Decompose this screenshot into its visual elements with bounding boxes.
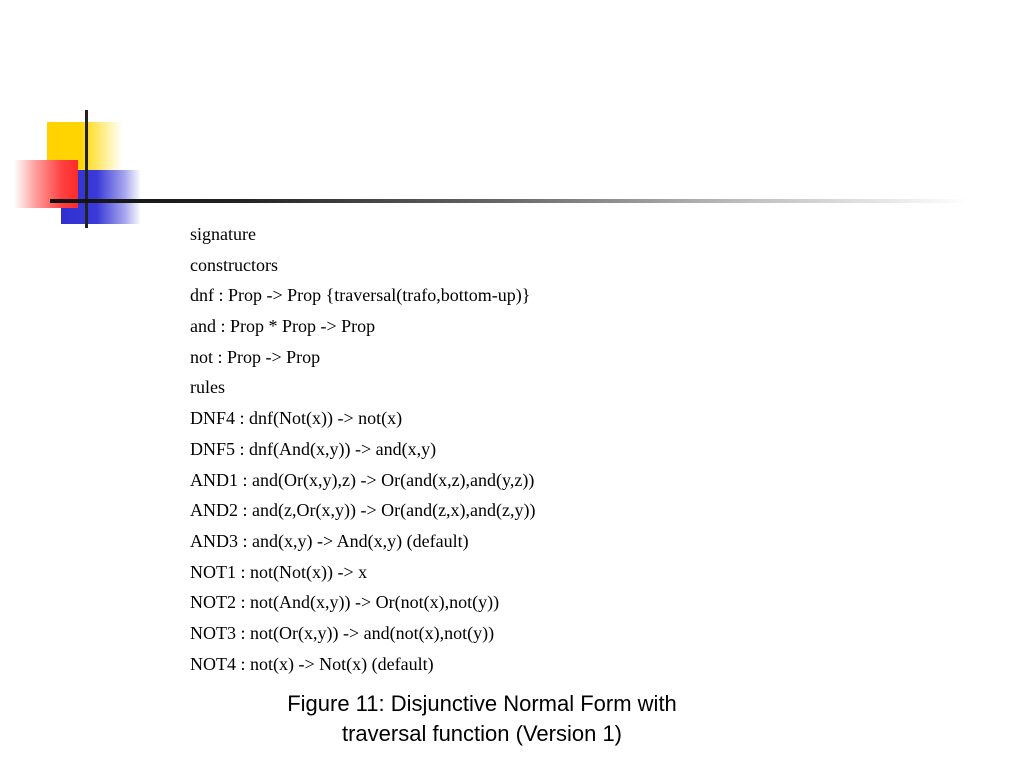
code-line: DNF4 : dnf(Not(x)) -> not(x)	[190, 408, 403, 429]
code-line: NOT2 : not(And(x,y)) -> Or(not(x),not(y))	[190, 592, 500, 613]
code-line: AND1 : and(Or(x,y),z) -> Or(and(x,z),and(y,z))	[190, 469, 535, 490]
code-line: NOT4 : not(x) -> Not(x) (default)	[190, 653, 434, 674]
code-line: NOT1 : not(Not(x)) -> x	[190, 561, 368, 582]
code-line: AND2 : and(z,Or(x,y)) -> Or(and(z,x),and(z,y))	[190, 500, 536, 521]
code-line: and : Prop * Prop -> Prop	[190, 316, 376, 337]
caption-line-2: traversal function (Version 1)	[341, 721, 623, 746]
code-line: NOT3 : not(Or(x,y)) -> and(not(x),not(y))	[190, 622, 495, 643]
code-listing	[190, 221, 890, 681]
code-line: rules	[190, 377, 225, 398]
code-line: constructors	[190, 254, 278, 275]
decorative-vertical-line	[85, 110, 88, 228]
code-line: DNF5 : dnf(And(x,y)) -> and(x,y)	[190, 438, 437, 459]
code-line: not : Prop -> Prop	[190, 346, 321, 367]
caption-line-1: Figure 11: Disjunctive Normal Form with	[287, 691, 677, 716]
code-line: signature	[190, 224, 256, 244]
code-line: AND3 : and(x,y) -> And(x,y) (default)	[190, 530, 469, 551]
title-divider-line	[50, 199, 970, 203]
code-line: dnf : Prop -> Prop {traversal(trafo,bottom-up)}	[190, 285, 531, 306]
figure-caption	[212, 689, 752, 749]
